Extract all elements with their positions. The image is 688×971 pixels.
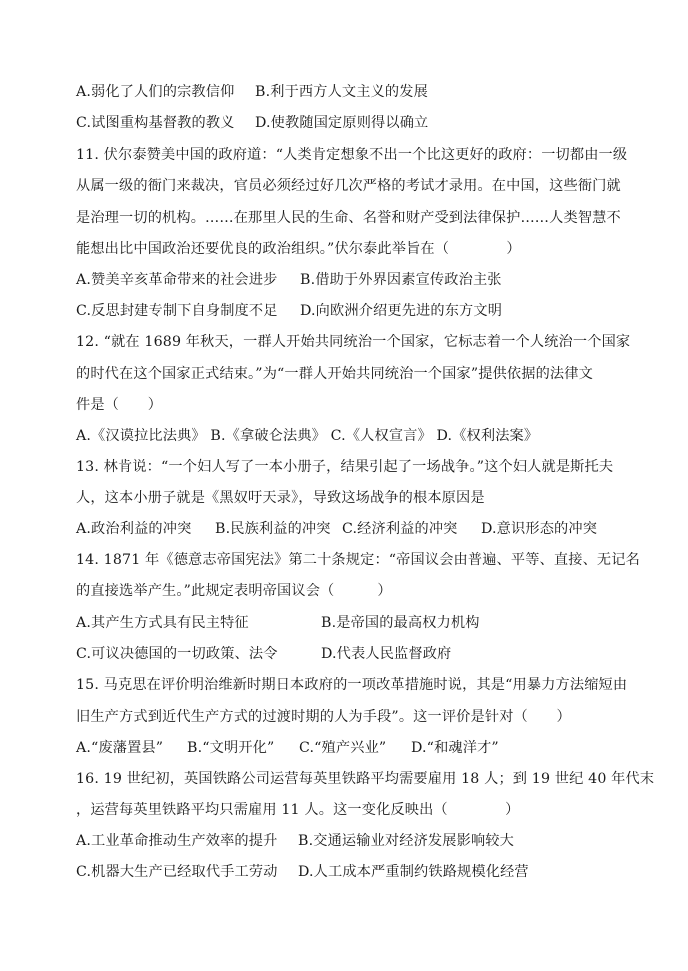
q16-stem-line-1: 16. 19 世纪初，英国铁路公司运营每英里铁路平均需要雇用 18 人；到 19 世纪 40 年代末 (76, 771, 655, 787)
q13-option-c: C.经济利益的冲突 (342, 521, 458, 537)
q13-option-b: B.民族利益的冲突 (215, 521, 331, 537)
q16-option-b: B.交通运输业对经济发展影响较大 (298, 833, 514, 849)
q11-stem-line-1: 11. 伏尔泰赞美中国的政府道：“人类肯定想象不出一个比这更好的政府：一切都由一级 (76, 147, 628, 163)
q15-option-b: B.“文明开化” (187, 740, 275, 756)
q12-stem-line-2: 的时代在这个国家正式结束。”为“一群人开始共同统治一个国家”提供依据的法律文 (76, 366, 593, 382)
q14-option-b: B.是帝国的最高权力机构 (321, 615, 480, 631)
q16-option-c: C.机器大生产已经取代手工劳动 (76, 864, 278, 880)
q14-stem-line-2: 的直接选举产生。”此规定表明帝国议会（ ） (76, 583, 392, 599)
q14-option-c: C.可议决德国的一切政策、法令 (76, 646, 278, 662)
q11-stem-line-3: 是治理一切的机构。……在那里人民的生命、名誉和财产受到法律保护……人类智慧不 (76, 210, 621, 226)
q12-options: A.《汉谟拉比法典》 B.《拿破仑法典》 C.《人权宣言》 D.《权利法案》 (76, 428, 539, 444)
q10-option-b: B.利于西方人文主义的发展 (255, 84, 428, 100)
q14-option-a: A.其产生方式具有民主特征 (76, 615, 249, 631)
q13-stem-line-2: 人，这本小册子就是《黑奴吁天录》，导致这场战争的根本原因是 (76, 490, 485, 506)
q13-stem-line-1: 13. 林肯说：“一个妇人写了一本小册子，结果引起了一场战争。”这个妇人就是斯托夫 (76, 459, 614, 475)
q15-option-a: A.“废藩置县” (76, 740, 164, 756)
q14-stem-line-1: 14. 1871 年《德意志帝国宪法》第二十条规定：“帝国议会由普遍、平等、直接、无记名 (76, 552, 640, 568)
q12-stem-line-3: 件是（ ） (76, 397, 163, 413)
q16-option-a: A.工业革命推动生产效率的提升 (76, 833, 278, 849)
q11-option-a: A.赞美辛亥革命带来的社会进步 (76, 272, 278, 288)
q11-option-d: D.向欧洲介绍更先进的东方文明 (300, 303, 503, 319)
q12-stem-line-1: 12. “就在 1689 年秋天，一群人开始共同统治一个国家，它标志着一个人统治一个国家 (76, 334, 631, 350)
q13-option-a: A.政治利益的冲突 (76, 521, 192, 537)
q15-option-c: C.“殖产兴业” (299, 740, 387, 756)
q10-option-d: D.使教随国定原则得以确立 (255, 115, 429, 131)
q15-option-d: D.“和魂洋才” (411, 740, 499, 756)
q10-option-a: A.弱化了人们的宗教信仰 (76, 84, 235, 100)
q15-stem-line-2: 旧生产方式到近代生产方式的过渡时期的人为手段”。这一评价是针对（ ） (76, 709, 571, 725)
q13-option-d: D.意识形态的冲突 (481, 521, 598, 537)
q14-option-d: D.代表人民监督政府 (321, 646, 452, 662)
q11-option-b: B.借助于外界因素宣传政治主张 (300, 272, 502, 288)
q16-option-d: D.人工成本严重制约铁路规模化经营 (298, 864, 529, 880)
q11-stem-line-4: 能想出比中国政治还要优良的政治组织。”伏尔泰此举旨在（ ） (76, 241, 521, 257)
q10-option-c: C.试图重构基督教的教义 (76, 115, 235, 131)
q11-stem-line-2: 从属一级的衙门来裁决，官员必须经过好几次严格的考试才录用。在中国，这些衙门就 (76, 178, 621, 194)
q15-stem-line-1: 15. 马克思在评价明治维新时期日本政府的一项改革措施时说，其是“用暴力方法缩短由 (76, 677, 628, 693)
q11-option-c: C.反思封建专制下自身制度不足 (76, 303, 278, 319)
q16-stem-line-2: ，运营每英里铁路平均只需雇用 11 人。这一变化反映出（ ） (76, 802, 520, 818)
